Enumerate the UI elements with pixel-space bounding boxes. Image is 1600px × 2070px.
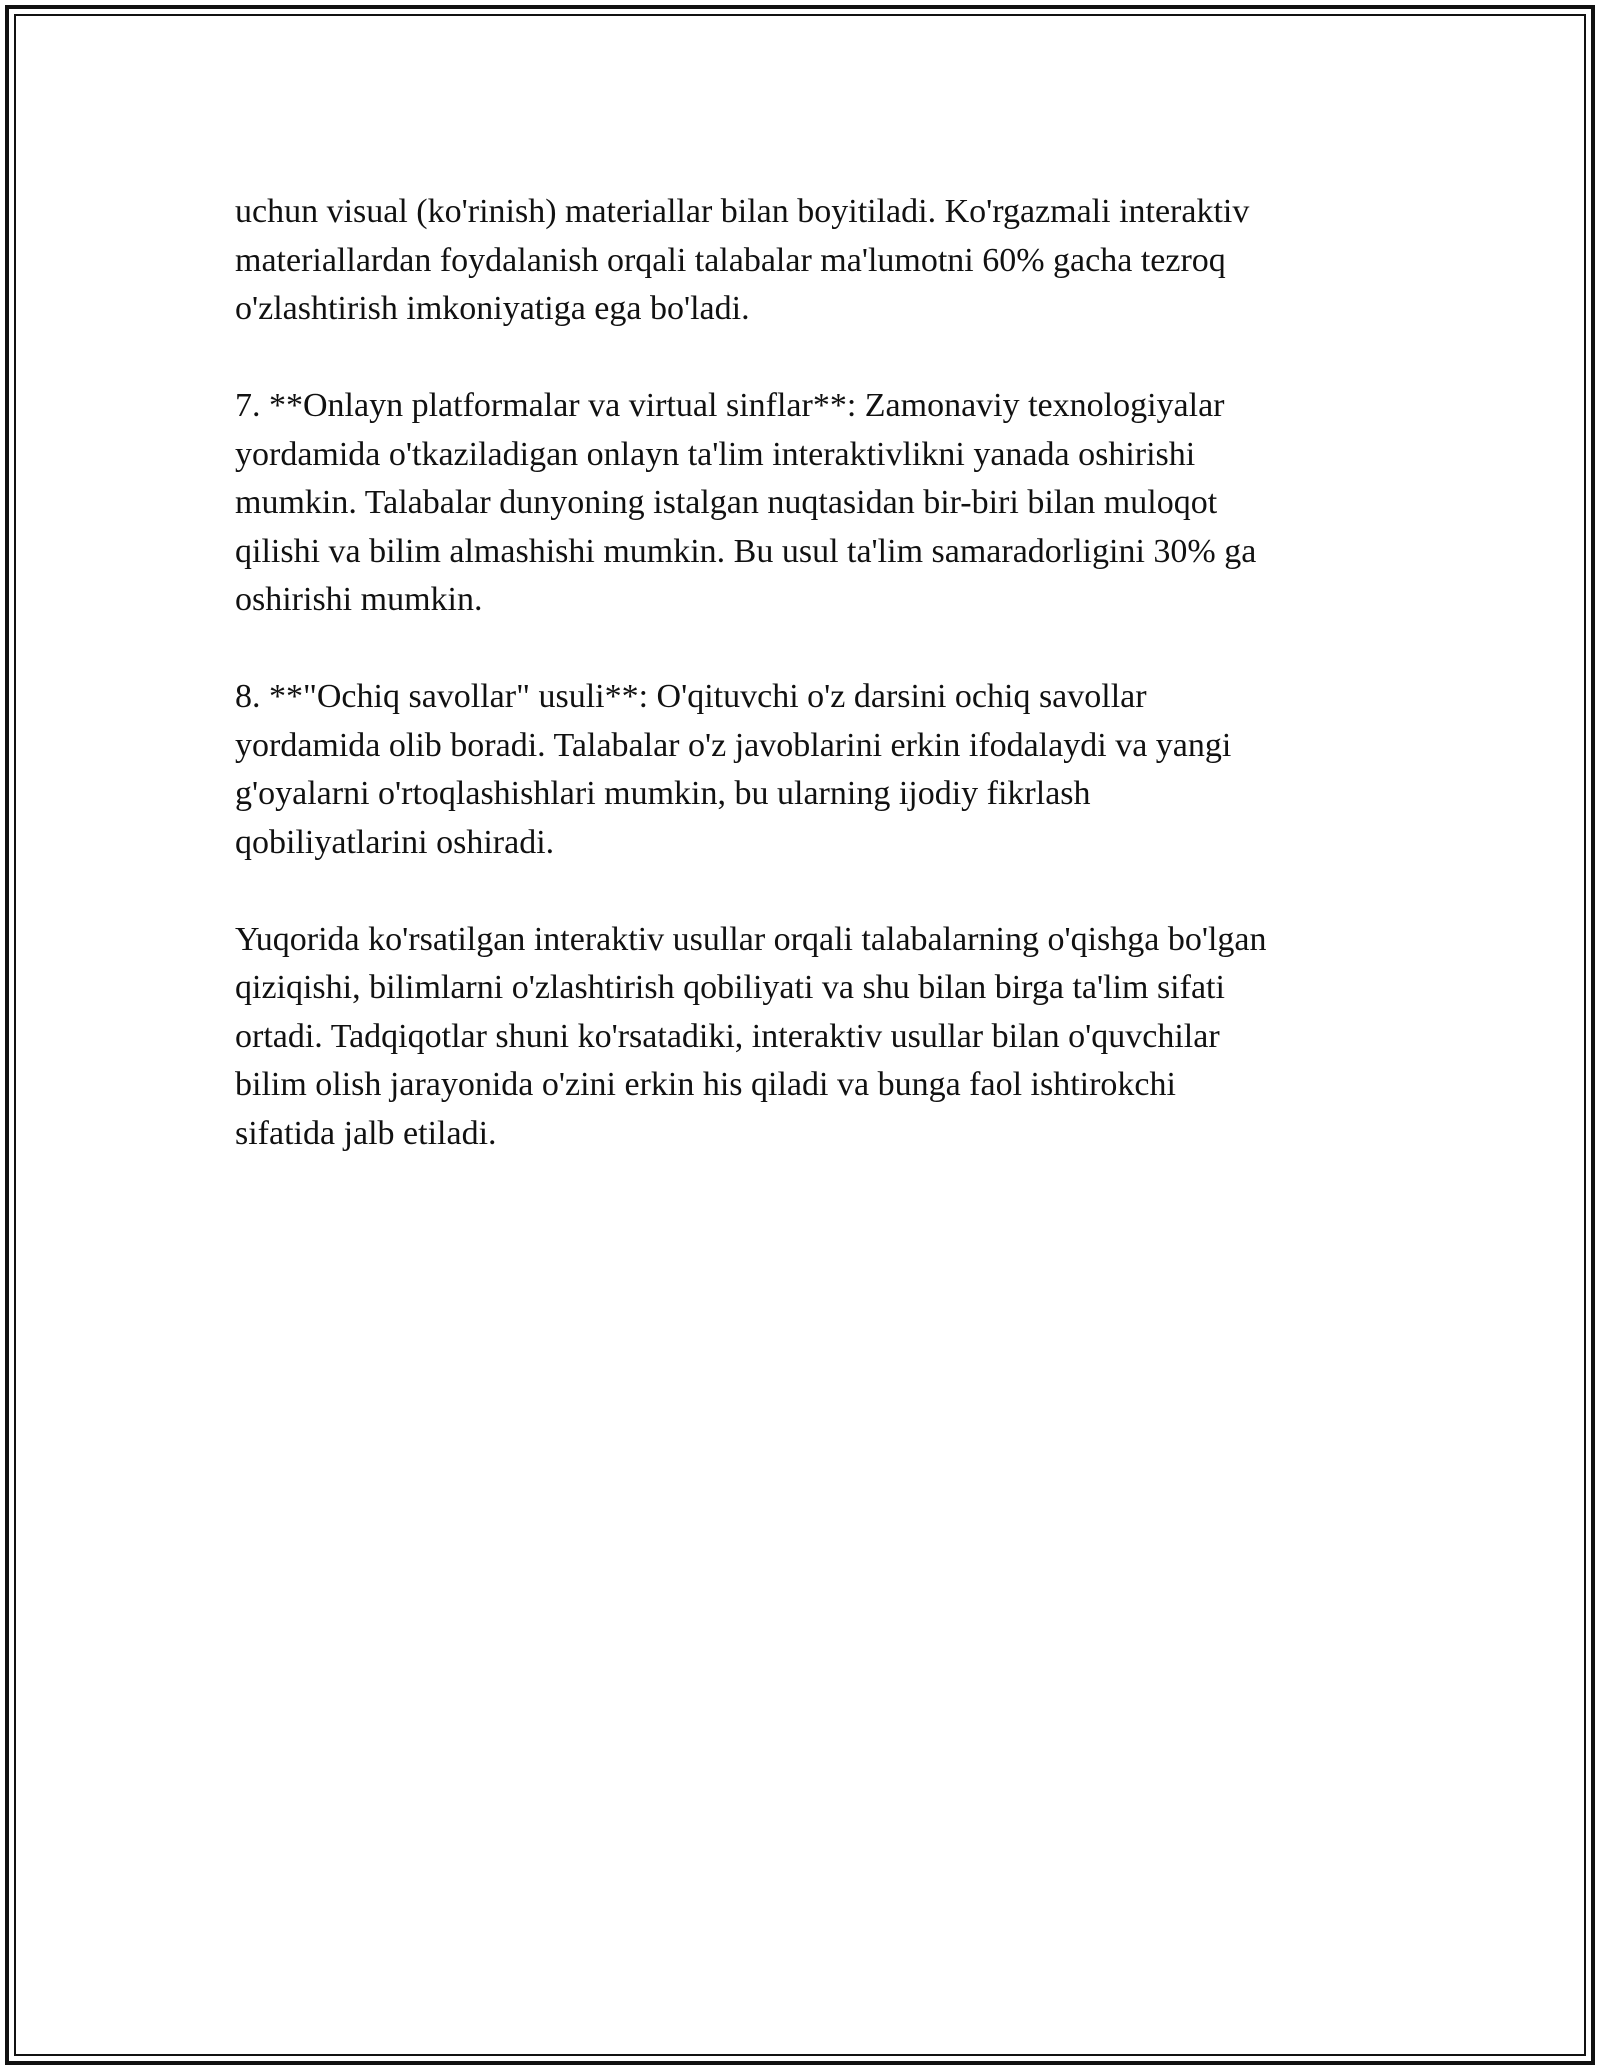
paragraph-open-questions: 8. **"Ochiq savollar" usuli**: O'qituvchi o'z darsini ochiq savollar yordamida olib boradi. Talabalar o'z javoblarini erkin ifodalaydi va yangi g'oyalarni o'rtoqlashishlari mumkin, bu ularning ijodiy fikrlash qobiliyatlarini oshiradi. [235, 678, 1232, 861]
paragraph-conclusion: Yuqorida ko'rsatilgan interaktiv usullar orqali talabalarning o'qishga bo'lgan qiziqishi, bilimlarni o'zlashtirish qobiliyati va shu bilan birga ta'lim sifati ortadi. Tadqiqotlar shuni ko'rsatadiki, interaktiv usullar bilan o'quvchilar bilim olish jarayonida o'zini erkin his qiladi va bunga faol ishtirokchi sifatida jalb etiladi. [235, 920, 1267, 1152]
paragraph-online-platforms: 7. **Onlayn platformalar va virtual sinflar**: Zamonaviy texnologiyalar yordamida o'tkaziladigan onlayn ta'lim interaktivlikni yanada oshirishi mumkin. Talabalar dunyoning istalgan nuqtasidan bir-biri bilan muloqot qilishi va bilim almashishi mumkin. Bu usul ta'lim samaradorligini 30% ga oshirishi mumkin. [235, 387, 1257, 618]
document-body [235, 188, 1365, 1207]
paragraph-visual-materials: uchun visual (ko'rinish) materiallar bilan boyitiladi. Ko'rgazmali interaktiv materiallardan foydalanish orqali talabalar ma'lumotni 60% gacha tezroq o'zlashtirish imkoniyatiga ega bo'ladi. [235, 193, 1250, 327]
